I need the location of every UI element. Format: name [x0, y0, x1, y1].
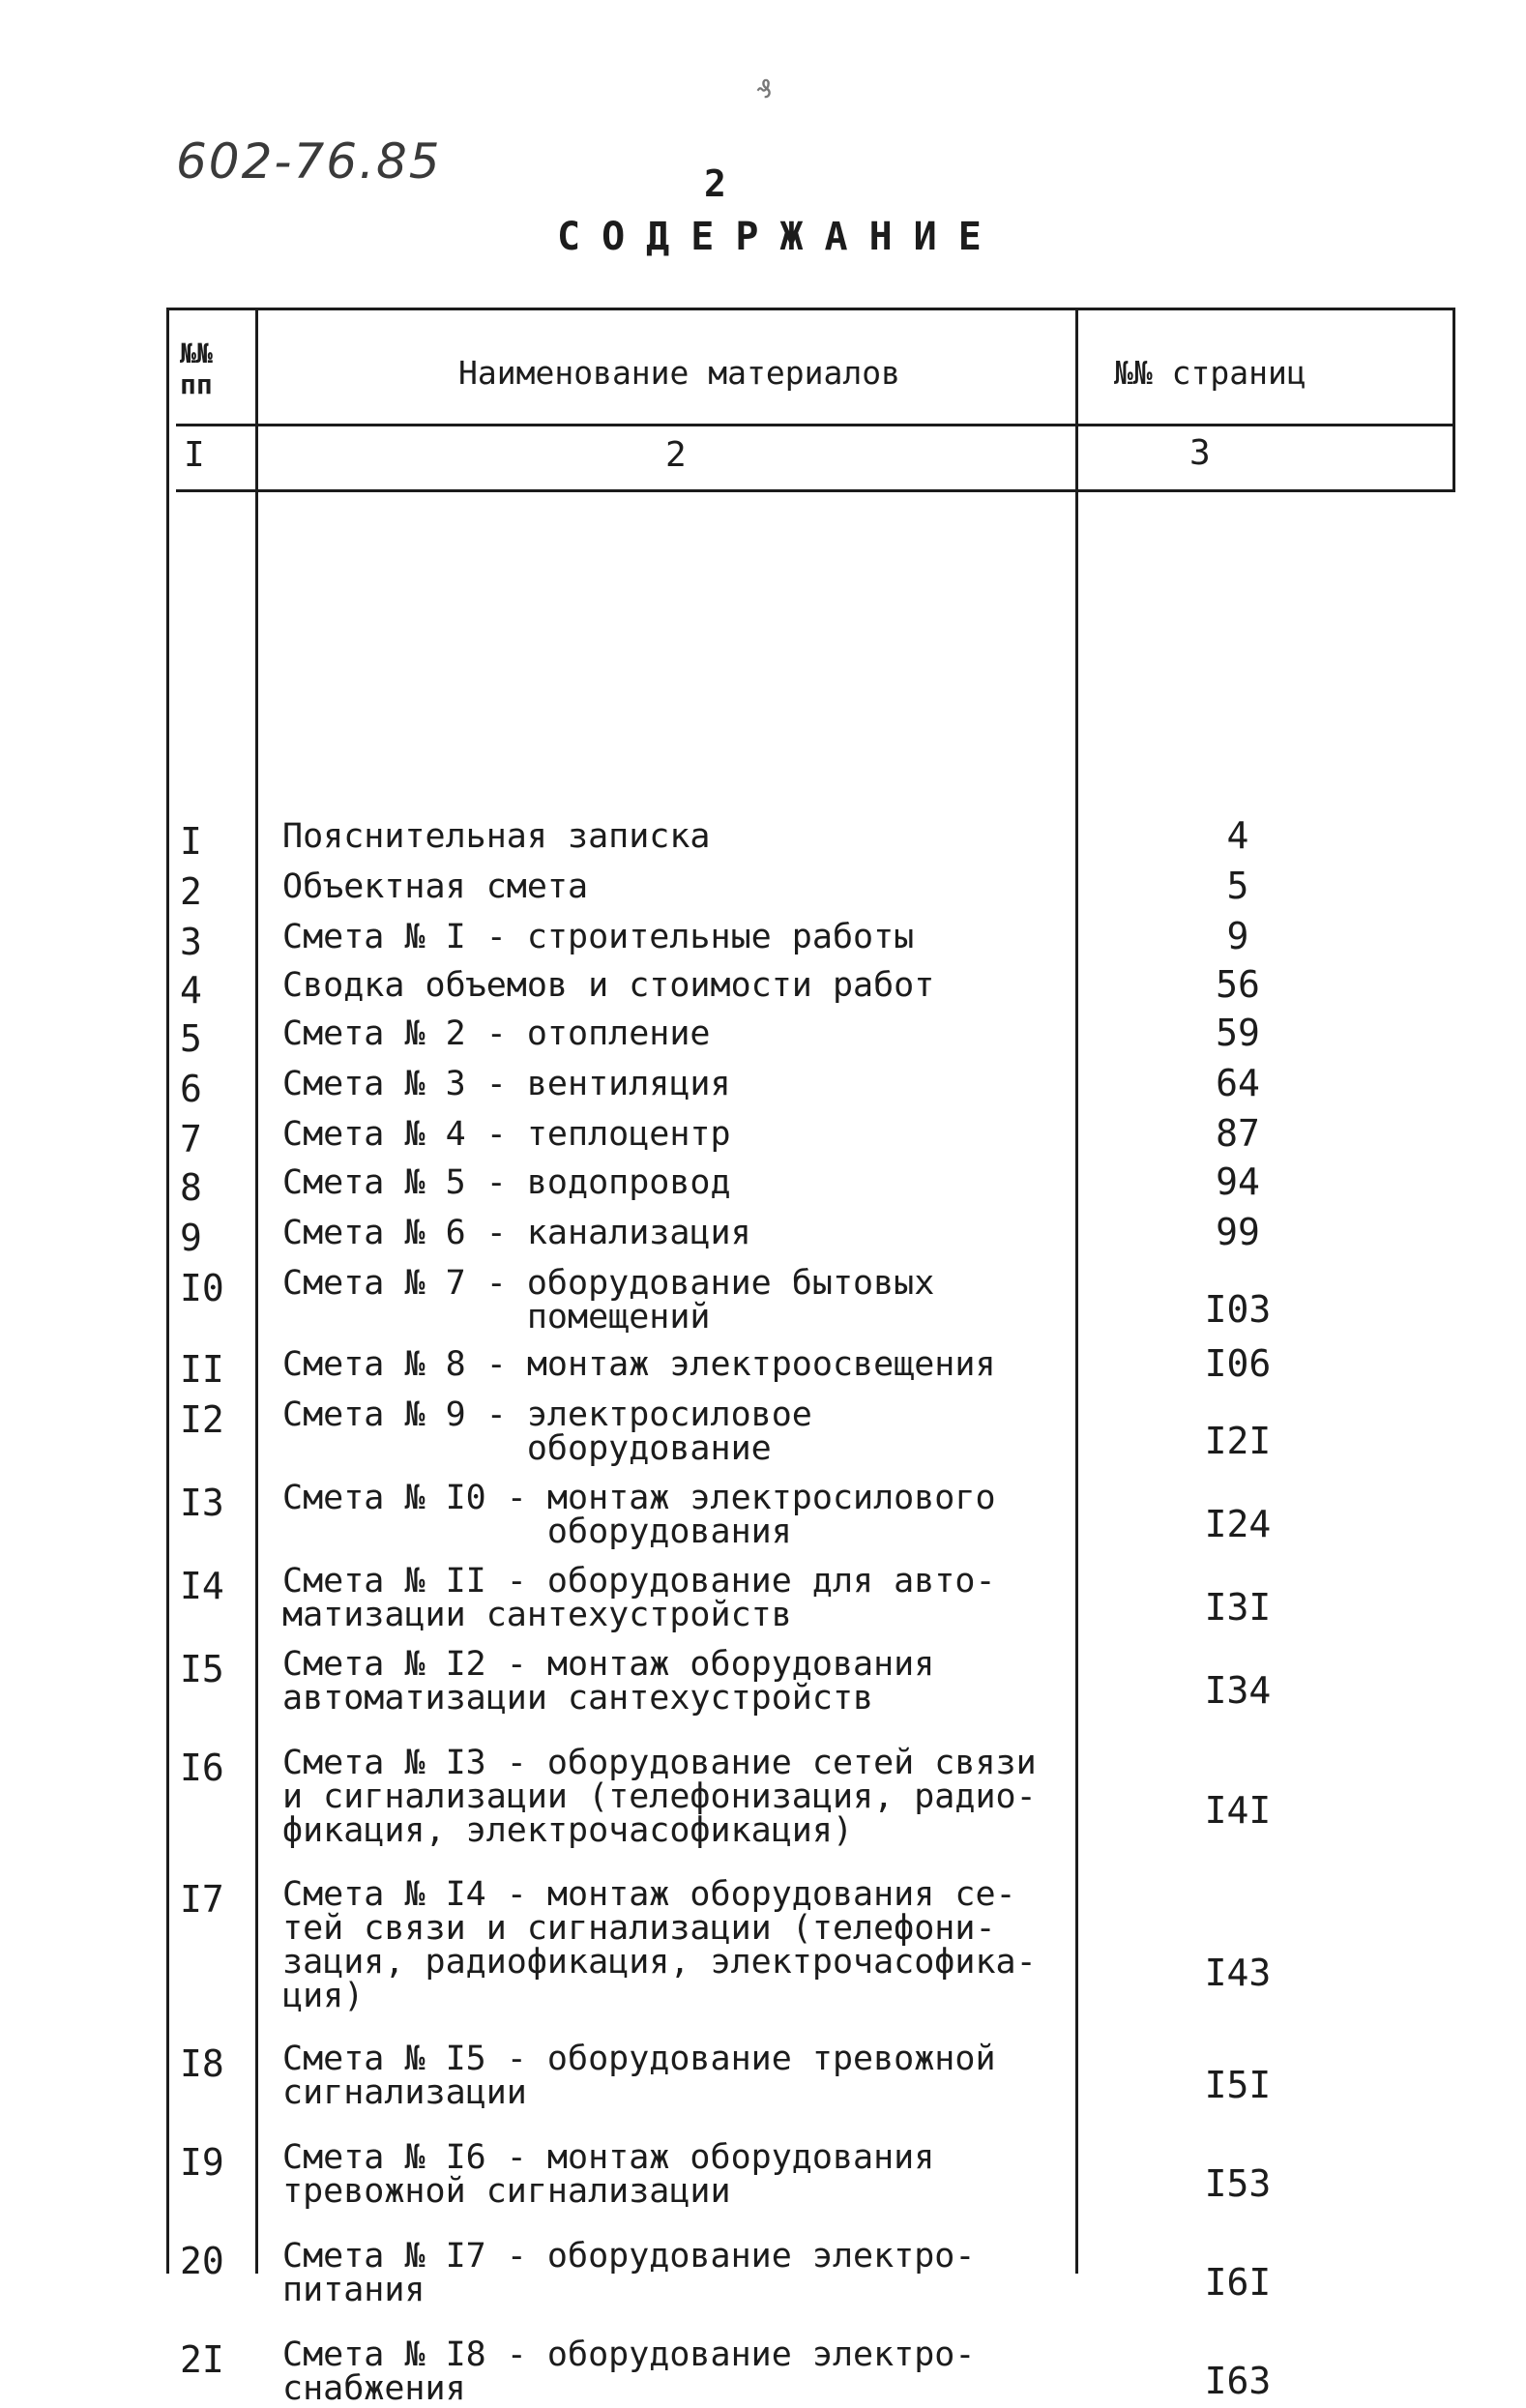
- row-title: Смета № 8 - монтаж электроосвещения: [282, 1345, 996, 1384]
- row-title: Смета № I2 - монтаж оборудования автоматизации сантехустройств: [282, 1645, 935, 1718]
- row-page: I06: [1204, 1342, 1272, 1385]
- row-title: Пояснительная записка: [282, 817, 711, 856]
- row-title: Смета № 4 - теплоцентр: [282, 1115, 731, 1154]
- row-title: Объектная смета: [282, 867, 589, 906]
- column-number-2: 2: [665, 435, 687, 475]
- row-number: 5: [180, 1017, 202, 1060]
- header-pages: №№ страниц: [1114, 354, 1306, 392]
- page-title: СОДЕРЖАНИЕ: [557, 215, 1003, 259]
- row-number: 3: [180, 921, 202, 963]
- row-number: I7: [180, 1878, 224, 1921]
- row-page: 87: [1216, 1112, 1260, 1155]
- row-page: 9: [1226, 915, 1249, 957]
- row-page: 4: [1226, 814, 1249, 857]
- row-page: 5: [1226, 865, 1249, 907]
- row-page: I5I: [1204, 2064, 1272, 2106]
- row-title: Смета № I8 - оборудование электро- снабжения: [282, 2335, 976, 2408]
- row-title: Смета № 7 - оборудование бытовых помещений: [282, 1264, 935, 1336]
- row-page: 99: [1216, 1211, 1260, 1253]
- row-title: Смета № I7 - оборудование электро- питания: [282, 2237, 976, 2309]
- row-number: I9: [180, 2141, 224, 2184]
- row-title: Смета № I6 - монтаж оборудования тревожной сигнализации: [282, 2138, 935, 2211]
- row-number: I: [180, 820, 202, 863]
- row-number: I0: [180, 1267, 224, 1309]
- row-number: I8: [180, 2042, 224, 2085]
- row-number: I6: [180, 1747, 224, 1789]
- row-page: 59: [1216, 1012, 1260, 1054]
- contents-body: [166, 308, 1455, 2408]
- row-title: Смета № I0 - монтаж электросилового оборудования: [282, 1479, 996, 1551]
- row-page: I34: [1204, 1669, 1272, 1712]
- row-page: I63: [1204, 2360, 1272, 2402]
- column-number-3: 3: [1189, 433, 1211, 473]
- row-title: Смета № 2 - отопление: [282, 1014, 711, 1053]
- row-page: I3I: [1204, 1586, 1272, 1629]
- row-title: Смета № 3 - вентиляция: [282, 1065, 731, 1103]
- row-page: 64: [1216, 1062, 1260, 1104]
- row-title: Смета № I5 - оборудование тревожной сигнализации: [282, 2040, 996, 2112]
- row-page: I6I: [1204, 2261, 1272, 2304]
- row-page: I43: [1204, 1952, 1272, 1994]
- row-title: Смета № I - строительные работы: [282, 918, 915, 956]
- page-number: 2: [704, 162, 726, 205]
- row-title: Смета № I4 - монтаж оборудования се- тей связи и сигнализации (телефони- зация, радиофикация, электрочасофика- ция): [282, 1875, 1037, 2015]
- row-number: 2: [180, 870, 202, 913]
- row-page: I53: [1204, 2162, 1272, 2205]
- row-number: 20: [180, 2240, 224, 2282]
- header-number: №№ пп: [180, 338, 213, 400]
- row-number: 9: [180, 1217, 202, 1259]
- document-code-stamp: 602-76.85: [176, 133, 442, 190]
- row-title: Смета № I3 - оборудование сетей связи и сигнализации (телефонизация, радио- фикация, электрочасофикация): [282, 1744, 1037, 1850]
- row-number: I4: [180, 1565, 224, 1607]
- row-title: Смета № 9 - электросиловое оборудование: [282, 1395, 812, 1468]
- row-number: I2: [180, 1398, 224, 1441]
- row-number: I5: [180, 1648, 224, 1690]
- row-number: II: [180, 1348, 224, 1391]
- header-name: Наименование материалов: [458, 354, 900, 392]
- row-title: Сводка объемов и стоимости работ: [282, 966, 935, 1005]
- row-title: Смета № II - оборудование для авто- матизации сантехустройств: [282, 1562, 996, 1634]
- row-number: 8: [180, 1166, 202, 1209]
- row-page: 94: [1216, 1160, 1260, 1203]
- column-number-1: I: [184, 435, 205, 475]
- row-page: I2I: [1204, 1420, 1272, 1462]
- row-title: Смета № 5 - водопровод: [282, 1163, 731, 1202]
- row-number: I3: [180, 1482, 224, 1524]
- corner-mark: ₰: [756, 75, 772, 104]
- row-page: 56: [1216, 963, 1260, 1006]
- row-number: 7: [180, 1118, 202, 1160]
- row-page: I4I: [1204, 1789, 1272, 1832]
- row-number: 4: [180, 969, 202, 1012]
- row-number: 6: [180, 1068, 202, 1110]
- row-number: 2I: [180, 2338, 224, 2381]
- row-page: I24: [1204, 1503, 1272, 1545]
- row-page: I03: [1204, 1288, 1272, 1331]
- row-title: Смета № 6 - канализация: [282, 1214, 751, 1252]
